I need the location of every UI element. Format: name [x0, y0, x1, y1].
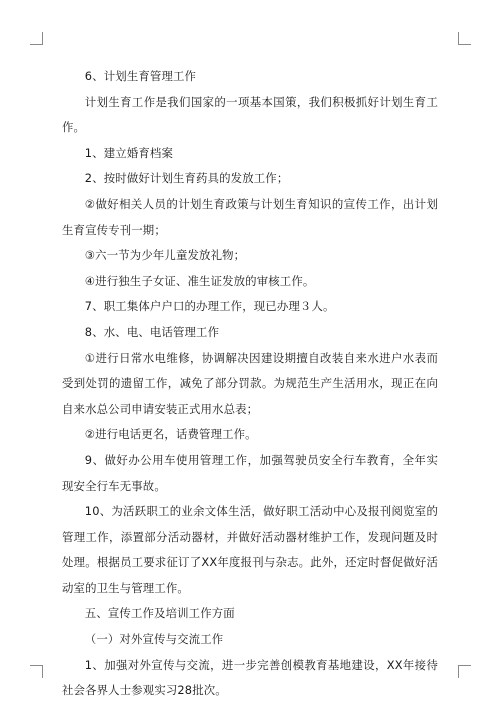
list-item: ②进行电话更名，话费管理工作。 [84, 427, 257, 442]
section-heading: 8、水、电、电话管理工作 [84, 324, 220, 339]
list-item: ①进行日常水电维修，协调解决因建设期擅自改装自来水进户水表而受到处罚的遗留工作，减免了部分罚款。为规范生产生活用水，现正在向自来水总公司申请安装正式用水总表； [62, 350, 438, 416]
list-item: ②做好相关人员的计划生育政策与计划生育知识的宣传工作，出计划生育宣传专刊一期； [62, 196, 438, 237]
list-item: ③六一节为少年儿童发放礼物； [84, 248, 246, 263]
list-item: 2、按时做好计划生育药具的发放工作； [84, 171, 289, 186]
subsection-heading: （一）对外宣传与交流工作 [84, 632, 224, 647]
section-heading: 6、计划生育管理工作 [84, 69, 197, 83]
list-item: ④进行独生子女证、准生证发放的审核工作。 [84, 273, 315, 288]
list-item: 10、为活跃职工的业余文体生活，做好职工活动中心及报刊阅览室的管理工作，添置部分活动器材，并做好活动器材维护工作，发现问题及时处理。根据员工要求征订了XX年度报刊与杂志。此外，还定时督促做好活动室的卫生与管理工作。 [62, 504, 438, 595]
crop-mark-bottom-left [30, 665, 43, 678]
list-item: 7、职工集体户户口的办理工作，现已办理３人。 [84, 299, 335, 314]
list-item: 1、加强对外宣传与交流，进一步完善创模教育基地建设，XX年接待社会各界人士参观实习28批次。 [62, 657, 438, 698]
crop-mark-top-left [30, 32, 43, 45]
paragraph: 计划生育工作是我们国家的一项基本国策，我们积极抓好计划生育工作。 [62, 94, 438, 135]
list-item: 9、做好办公用车使用管理工作，加强驾驶员安全行车教育，全年实现安全行车无事故。 [62, 452, 438, 493]
section-heading: 五、宣传工作及培训工作方面 [84, 606, 235, 621]
list-item: 1、建立婚育档案 [84, 145, 173, 160]
crop-mark-top-right [458, 32, 471, 45]
crop-mark-bottom-right [458, 665, 471, 678]
document-body [62, 64, 438, 704]
